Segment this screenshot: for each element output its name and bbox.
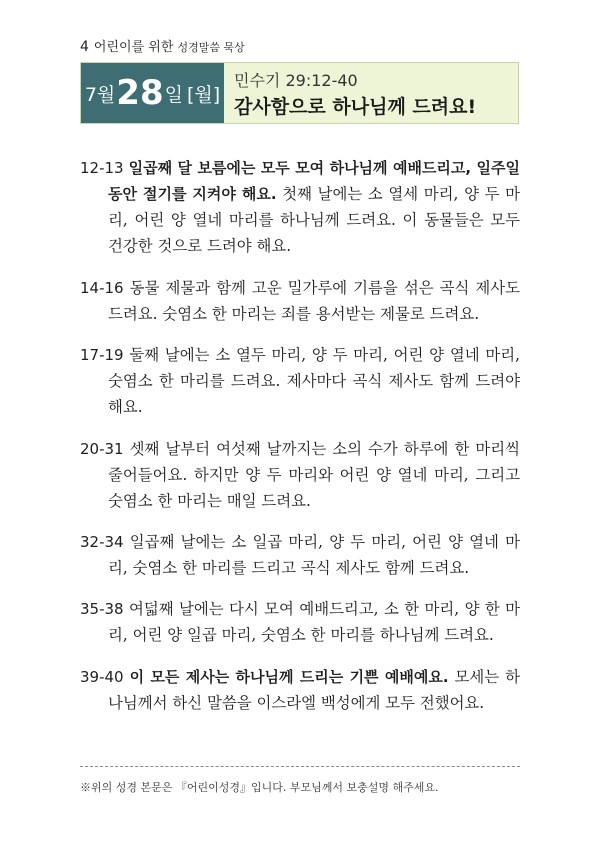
date-day: 28 xyxy=(116,73,164,113)
verse-text: 첫째 날에는 소 열세 마리, 양 두 마리, 어린 양 열네 마리를 하나님께 드려요. 이 동물들은 모두 건강한 것으로 드려야 해요. xyxy=(108,185,520,256)
title-box xyxy=(224,63,518,123)
verse-text: 모세는 하나님께서 하신 말씀을 이스라엘 백성에게 모두 전했어요. xyxy=(108,667,520,712)
header-title-main: 어린이를 위한 xyxy=(93,40,174,55)
verse-paragraph xyxy=(80,529,520,581)
verse-number: 12-13 xyxy=(80,159,124,178)
page-number: 4 xyxy=(80,39,89,55)
verse-number: 35-38 xyxy=(80,600,124,619)
footnote-divider xyxy=(80,766,520,767)
running-header xyxy=(80,36,245,55)
date-weekday: [월] xyxy=(186,83,221,106)
date-day-suffix: 일 xyxy=(164,83,183,106)
verse-paragraph xyxy=(80,275,520,327)
verse-paragraph xyxy=(80,342,520,420)
devotion-banner xyxy=(80,62,519,124)
verse-number: 39-40 xyxy=(80,667,124,686)
verse-number: 20-31 xyxy=(80,439,124,458)
verse-text: 동물 제물과 함께 고운 밀가루에 기름을 섞은 곡식 제사도 드려요. 숫염소 한 마리는 죄를 용서받는 제물로 드려요. xyxy=(108,278,520,323)
verse-number: 32-34 xyxy=(80,532,124,551)
verse-text: 여덟째 날에는 다시 모여 예배드리고, 소 한 마리, 양 한 마리, 어린 양 일곱 마리, 숫염소 한 마리를 하나님께 드려요. xyxy=(108,600,520,645)
header-title-sub: 성경말씀 묵상 xyxy=(177,41,245,54)
verse-number: 14-16 xyxy=(80,278,124,297)
verse-text: 둘째 날에는 소 열두 마리, 양 두 마리, 어린 양 열네 마리, 숫염소 한 마리를 드려요. 제사마다 곡식 제사도 함께 드려야 해요. xyxy=(108,346,520,417)
verse-paragraph xyxy=(80,155,520,259)
verse-paragraph xyxy=(80,596,520,648)
verse-paragraph xyxy=(80,436,520,514)
footnote: ※위의 성경 본문은 『어린이성경』입니다. 부모님께서 보충설명 해주세요. xyxy=(80,781,439,794)
date-box xyxy=(81,63,224,123)
scripture-reference: 민수기 29:12-40 xyxy=(234,70,358,90)
date-month: 7월 xyxy=(84,83,116,106)
verse-paragraph xyxy=(80,664,520,716)
verse-highlight: 이 모든 제사는 하나님께 드리는 기쁜 예배예요. xyxy=(129,667,449,686)
verse-text: 셋째 날부터 여섯째 날까지는 소의 수가 하루에 한 마리씩 줄어들어요. 하지만 양 두 마리와 어린 양 열네 마리, 그리고 숫염소 한 마리는 매일 드려요. xyxy=(108,439,520,510)
verse-highlight: 일곱째 달 보름에는 모두 모여 하나님께 예배드리고, 일주일 동안 절기를 지켜야 해요. xyxy=(108,159,520,204)
devotion-title: 감사함으로 하나님께 드려요! xyxy=(234,95,477,118)
verse-list xyxy=(80,140,520,720)
verse-number: 17-19 xyxy=(80,346,124,365)
verse-text: 일곱째 날에는 소 일곱 마리, 양 두 마리, 어린 양 열네 마리, 숫염소 한 마리를 드리고 곡식 제사도 함께 드려요. xyxy=(108,532,520,577)
